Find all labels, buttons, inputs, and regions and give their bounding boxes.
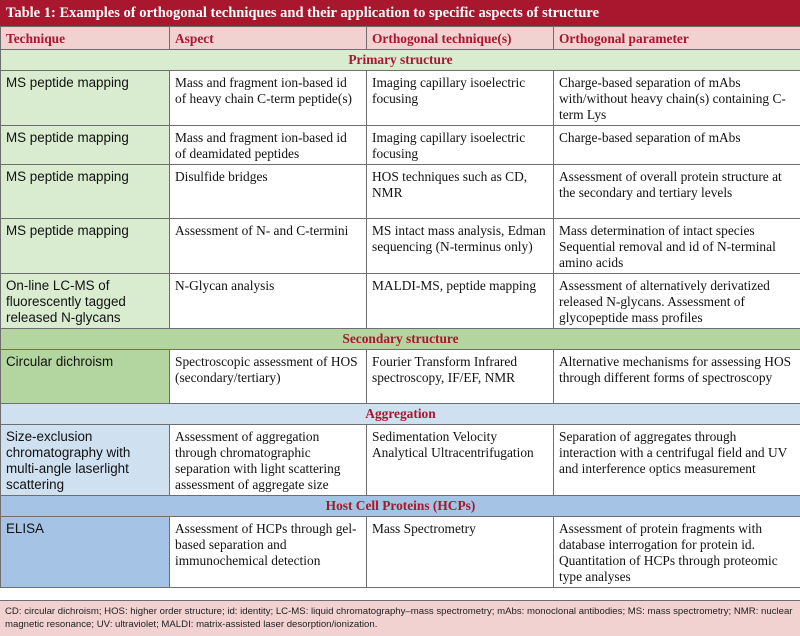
section-row-aggregation [1,404,800,425]
section-label: Primary structure [1,50,800,71]
aspect-cell: Assessment of aggregation through chromatographic separation with light scattering assessment of aggregate size [170,425,367,496]
table-row [1,425,800,496]
parameter-cell: Charge-based separation of mAbs [554,126,800,165]
section-row-primary [1,50,800,71]
aspect-cell: Mass and fragment ion-based id of deamidated peptides [170,126,367,165]
parameter-cell: Alternative mechanisms for assessing HOS through different forms of spectroscopy [554,350,800,404]
technique-cell: MS peptide mapping [1,219,170,274]
orthogonal-cell: Imaging capillary isoelectric focusing [367,71,554,126]
technique-cell: MS peptide mapping [1,126,170,165]
aspect-cell: N-Glycan analysis [170,274,367,329]
parameter-cell: Separation of aggregates through interaction with a centrifugal field and UV and interference optics measurement [554,425,800,496]
section-label: Aggregation [1,404,800,425]
header-row [1,27,800,50]
orthogonal-techniques-table [0,26,800,588]
table-row [1,350,800,404]
section-label: Host Cell Proteins (HCPs) [1,496,800,517]
section-label: Secondary structure [1,329,800,350]
orthogonal-cell: Fourier Transform Infrared spectroscopy, IF/EF, NMR [367,350,554,404]
technique-cell: MS peptide mapping [1,71,170,126]
aspect-cell: Assessment of N- and C-termini [170,219,367,274]
orthogonal-cell: HOS techniques such as CD, NMR [367,165,554,219]
table-row [1,165,800,219]
section-row-secondary [1,329,800,350]
section-row-hcp [1,496,800,517]
parameter-cell: Assessment of protein fragments with database interrogation for protein id. Quantitation of HCPs through proteomic type analyses [554,517,800,588]
header-technique: Technique [1,27,170,50]
aspect-cell: Disulfide bridges [170,165,367,219]
parameter-cell: Assessment of overall protein structure at the secondary and tertiary levels [554,165,800,219]
technique-cell: ELISA [1,517,170,588]
table-row [1,274,800,329]
parameter-cell: Assessment of alternatively derivatized released N-glycans. Assessment of glycopeptide mass profiles [554,274,800,329]
header-orthogonal-techniques: Orthogonal technique(s) [367,27,554,50]
table-footnote: CD: circular dichroism; HOS: higher order structure; id: identity; LC-MS: liquid chromatography–mass spectrometry; mAbs: monoclonal antibodies; MS: mass spectrometry; NMR: nuclear magnetic resonance; UV: ultraviolet; MALDI: matrix-assisted laser desorption/ionization. [0,600,800,636]
aspect-cell: Spectroscopic assessment of HOS (secondary/tertiary) [170,350,367,404]
table-row [1,219,800,274]
orthogonal-cell: MALDI-MS, peptide mapping [367,274,554,329]
header-orthogonal-parameter: Orthogonal parameter [554,27,800,50]
table-title: Table 1: Examples of orthogonal techniques and their application to specific aspects of structure [0,0,800,26]
orthogonal-cell: Imaging capillary isoelectric focusing [367,126,554,165]
table-row [1,126,800,165]
header-aspect: Aspect [170,27,367,50]
aspect-cell: Assessment of HCPs through gel-based separation and immunochemical detection [170,517,367,588]
technique-cell: Size-exclusion chromatography with multi-angle laserlight scattering [1,425,170,496]
aspect-cell: Mass and fragment ion-based id of heavy chain C-term peptide(s) [170,71,367,126]
orthogonal-cell: Sedimentation Velocity Analytical Ultracentrifugation [367,425,554,496]
table-row [1,517,800,588]
technique-cell: On-line LC-MS of fluorescently tagged released N-glycans [1,274,170,329]
table-row [1,71,800,126]
technique-cell: MS peptide mapping [1,165,170,219]
parameter-cell: Mass determination of intact species Sequential removal and id of N-terminal amino acids [554,219,800,274]
technique-cell: Circular dichroism [1,350,170,404]
parameter-cell: Charge-based separation of mAbs with/without heavy chain(s) containing C-term Lys [554,71,800,126]
orthogonal-cell: MS intact mass analysis, Edman sequencing (N-terminus only) [367,219,554,274]
orthogonal-cell: Mass Spectrometry [367,517,554,588]
